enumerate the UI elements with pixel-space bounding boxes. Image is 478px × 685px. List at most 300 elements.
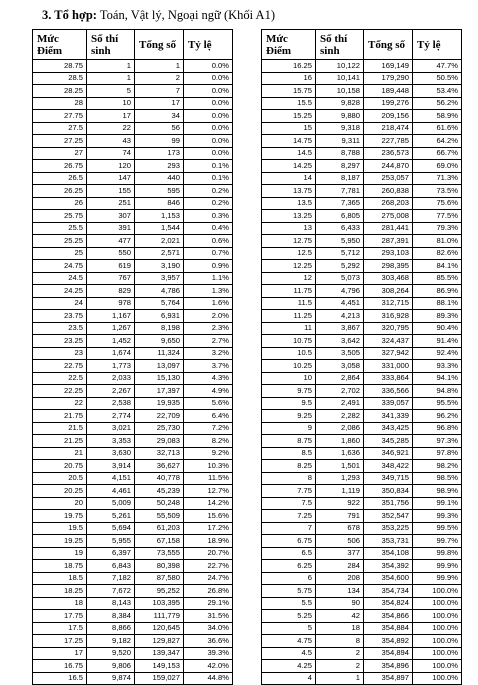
table-row [262, 397, 462, 410]
cell-percentage: 0.0% [184, 110, 233, 123]
cell-cumulative-total: 846 [135, 197, 184, 210]
table-row [33, 422, 233, 435]
table-row [262, 635, 462, 648]
cell-cumulative-total: 1,153 [135, 210, 184, 223]
cell-percentage: 99.9% [413, 572, 462, 585]
cell-percentage: 29.1% [184, 597, 233, 610]
cell-score-level: 4 [262, 672, 316, 685]
section-number: 3. Tổ hợp: [42, 8, 97, 22]
cell-score-level: 22 [33, 397, 87, 410]
cell-candidate-count: 10 [87, 97, 135, 110]
cell-cumulative-total: 173 [135, 147, 184, 160]
table-row [33, 647, 233, 660]
cell-cumulative-total: 354,897 [364, 672, 413, 685]
cell-percentage: 0.0% [184, 135, 233, 148]
table-row [262, 385, 462, 398]
cell-percentage: 0.1% [184, 172, 233, 185]
cell-percentage: 0.4% [184, 222, 233, 235]
table-row [33, 397, 233, 410]
cell-candidate-count: 307 [87, 210, 135, 223]
table-row [33, 385, 233, 398]
cell-candidate-count: 2,538 [87, 397, 135, 410]
cell-score-level: 13.5 [262, 197, 316, 210]
cell-candidate-count: 8,143 [87, 597, 135, 610]
table-row [262, 372, 462, 385]
cell-score-level: 27.25 [33, 135, 87, 148]
cell-score-level: 27.75 [33, 110, 87, 123]
table-row [262, 460, 462, 473]
cell-score-level: 19.25 [33, 535, 87, 548]
cell-candidate-count: 1,674 [87, 347, 135, 360]
cell-cumulative-total: 343,425 [364, 422, 413, 435]
cell-cumulative-total: 2,021 [135, 235, 184, 248]
cell-percentage: 7.2% [184, 422, 233, 435]
cell-candidate-count: 4,151 [87, 472, 135, 485]
cell-score-level: 11 [262, 322, 316, 335]
cell-candidate-count: 391 [87, 222, 135, 235]
cell-percentage: 100.0% [413, 647, 462, 660]
cell-cumulative-total: 350,834 [364, 485, 413, 498]
cell-percentage: 98.5% [413, 472, 462, 485]
cell-score-level: 22.5 [33, 372, 87, 385]
table-row [262, 347, 462, 360]
table-row [262, 335, 462, 348]
cell-percentage: 3.2% [184, 347, 233, 360]
cell-percentage: 73.5% [413, 185, 462, 198]
cell-cumulative-total: 253,057 [364, 172, 413, 185]
cell-cumulative-total: 13,097 [135, 360, 184, 373]
cell-score-level: 28.5 [33, 72, 87, 85]
cell-score-level: 27 [33, 147, 87, 160]
header-cumulative-total: Tổng số [135, 30, 184, 60]
table-row [33, 472, 233, 485]
cell-percentage: 2.3% [184, 322, 233, 335]
cell-score-level: 20.5 [33, 472, 87, 485]
table-row [33, 572, 233, 585]
table-row [33, 447, 233, 460]
cell-percentage: 44.8% [184, 672, 233, 685]
cell-candidate-count: 829 [87, 285, 135, 298]
cell-cumulative-total: 7 [135, 85, 184, 98]
cell-candidate-count: 5,712 [316, 247, 364, 260]
cell-percentage: 0.0% [184, 122, 233, 135]
cell-candidate-count: 791 [316, 510, 364, 523]
cell-score-level: 28 [33, 97, 87, 110]
cell-cumulative-total: 87,580 [135, 572, 184, 585]
cell-percentage: 90.4% [413, 322, 462, 335]
cell-percentage: 100.0% [413, 610, 462, 623]
cell-percentage: 17.2% [184, 522, 233, 535]
cell-percentage: 0.7% [184, 247, 233, 260]
cell-cumulative-total: 354,392 [364, 560, 413, 573]
cell-score-level: 14 [262, 172, 316, 185]
table-row [262, 647, 462, 660]
cell-score-level: 28.25 [33, 85, 87, 98]
cell-percentage: 0.3% [184, 210, 233, 223]
cell-score-level: 21.5 [33, 422, 87, 435]
cell-score-level: 23.75 [33, 310, 87, 323]
table-row [33, 635, 233, 648]
cell-percentage: 96.2% [413, 410, 462, 423]
cell-score-level: 21.75 [33, 410, 87, 423]
cell-cumulative-total: 11,324 [135, 347, 184, 360]
cell-cumulative-total: 8,198 [135, 322, 184, 335]
cell-cumulative-total: 595 [135, 185, 184, 198]
table-row [33, 435, 233, 448]
cell-score-level: 5 [262, 622, 316, 635]
cell-cumulative-total: 346,921 [364, 447, 413, 460]
table-row [33, 147, 233, 160]
cell-candidate-count: 1,860 [316, 435, 364, 448]
table-row [262, 510, 462, 523]
header-candidate-count: Số thí sinh [316, 30, 364, 60]
cell-score-level: 28.75 [33, 60, 87, 73]
cell-candidate-count: 6,805 [316, 210, 364, 223]
cell-candidate-count: 1,119 [316, 485, 364, 498]
table-row [262, 210, 462, 223]
cell-percentage: 47.7% [413, 60, 462, 73]
cell-cumulative-total: 327,942 [364, 347, 413, 360]
cell-score-level: 12.75 [262, 235, 316, 248]
cell-score-level: 11.25 [262, 310, 316, 323]
cell-candidate-count: 22 [87, 122, 135, 135]
table-row [262, 535, 462, 548]
cell-score-level: 7.75 [262, 485, 316, 498]
cell-cumulative-total: 80,398 [135, 560, 184, 573]
cell-score-level: 17.75 [33, 610, 87, 623]
table-row [262, 160, 462, 173]
table-row [33, 360, 233, 373]
cell-score-level: 16.5 [33, 672, 87, 685]
cell-score-level: 19.5 [33, 522, 87, 535]
cell-cumulative-total: 99 [135, 135, 184, 148]
cell-candidate-count: 74 [87, 147, 135, 160]
cell-candidate-count: 4,213 [316, 310, 364, 323]
cell-candidate-count: 3,505 [316, 347, 364, 360]
table-row [33, 460, 233, 473]
cell-candidate-count: 9,311 [316, 135, 364, 148]
cell-candidate-count: 4,461 [87, 485, 135, 498]
cell-score-level: 7.25 [262, 510, 316, 523]
cell-cumulative-total: 348,422 [364, 460, 413, 473]
cell-score-level: 12.5 [262, 247, 316, 260]
table-row [33, 410, 233, 423]
cell-cumulative-total: 268,203 [364, 197, 413, 210]
cell-percentage: 4.9% [184, 385, 233, 398]
cell-percentage: 100.0% [413, 635, 462, 648]
table-row [33, 85, 233, 98]
table-row [33, 310, 233, 323]
cell-percentage: 14.2% [184, 497, 233, 510]
cell-cumulative-total: 95,252 [135, 585, 184, 598]
cell-percentage: 98.2% [413, 460, 462, 473]
cell-cumulative-total: 353,225 [364, 522, 413, 535]
table-row [33, 210, 233, 223]
cell-percentage: 91.4% [413, 335, 462, 348]
cell-candidate-count: 5,009 [87, 497, 135, 510]
table-row [262, 147, 462, 160]
table-row [33, 185, 233, 198]
cell-score-level: 11.75 [262, 285, 316, 298]
cell-candidate-count: 5,950 [316, 235, 364, 248]
table-row [33, 372, 233, 385]
cell-candidate-count: 9,806 [87, 660, 135, 673]
cell-cumulative-total: 103,395 [135, 597, 184, 610]
cell-percentage: 94.8% [413, 385, 462, 398]
table-row [262, 235, 462, 248]
table-row [33, 672, 233, 685]
table-row [33, 297, 233, 310]
cell-candidate-count: 2,774 [87, 410, 135, 423]
cell-cumulative-total: 55,509 [135, 510, 184, 523]
cell-percentage: 0.2% [184, 197, 233, 210]
cell-candidate-count: 619 [87, 260, 135, 273]
cell-percentage: 0.1% [184, 160, 233, 173]
cell-candidate-count: 8,788 [316, 147, 364, 160]
cell-cumulative-total: 316,928 [364, 310, 413, 323]
cell-score-level: 11.5 [262, 297, 316, 310]
cell-cumulative-total: 9,650 [135, 335, 184, 348]
cell-candidate-count: 2 [316, 660, 364, 673]
table-row [262, 622, 462, 635]
cell-score-level: 13.75 [262, 185, 316, 198]
cell-cumulative-total: 189,448 [364, 85, 413, 98]
cell-cumulative-total: 32,713 [135, 447, 184, 460]
cell-candidate-count: 9,318 [316, 122, 364, 135]
cell-candidate-count: 284 [316, 560, 364, 573]
table-row [262, 122, 462, 135]
cell-score-level: 24.25 [33, 285, 87, 298]
cell-cumulative-total: 339,057 [364, 397, 413, 410]
cell-candidate-count: 2 [316, 647, 364, 660]
cell-score-level: 12.25 [262, 260, 316, 273]
cell-score-level: 14.75 [262, 135, 316, 148]
cell-cumulative-total: 67,158 [135, 535, 184, 548]
cell-candidate-count: 8 [316, 635, 364, 648]
cell-score-level: 5.75 [262, 585, 316, 598]
cell-score-level: 10.25 [262, 360, 316, 373]
table-row [262, 435, 462, 448]
cell-score-level: 5.25 [262, 610, 316, 623]
cell-score-level: 25 [33, 247, 87, 260]
cell-candidate-count: 3,642 [316, 335, 364, 348]
cell-candidate-count: 6,433 [316, 222, 364, 235]
cell-cumulative-total: 352,547 [364, 510, 413, 523]
table-row [262, 597, 462, 610]
cell-candidate-count: 1 [87, 72, 135, 85]
table-row [33, 597, 233, 610]
cell-score-level: 9.75 [262, 385, 316, 398]
cell-candidate-count: 1,267 [87, 322, 135, 335]
cell-cumulative-total: 139,347 [135, 647, 184, 660]
cell-candidate-count: 2,491 [316, 397, 364, 410]
cell-candidate-count: 767 [87, 272, 135, 285]
cell-percentage: 100.0% [413, 622, 462, 635]
table-row [262, 572, 462, 585]
cell-score-level: 14.5 [262, 147, 316, 160]
section-title [42, 8, 275, 23]
cell-candidate-count: 5 [87, 85, 135, 98]
cell-cumulative-total: 287,391 [364, 235, 413, 248]
cell-candidate-count: 1,452 [87, 335, 135, 348]
table-row [262, 72, 462, 85]
cell-score-level: 6.75 [262, 535, 316, 548]
cell-percentage: 88.1% [413, 297, 462, 310]
cell-candidate-count: 2,864 [316, 372, 364, 385]
cell-cumulative-total: 1,544 [135, 222, 184, 235]
cell-candidate-count: 147 [87, 172, 135, 185]
cell-percentage: 0.2% [184, 185, 233, 198]
cell-cumulative-total: 275,008 [364, 210, 413, 223]
cell-cumulative-total: 354,892 [364, 635, 413, 648]
cell-cumulative-total: 354,896 [364, 660, 413, 673]
cell-candidate-count: 3,021 [87, 422, 135, 435]
cell-cumulative-total: 227,785 [364, 135, 413, 148]
table-row [33, 72, 233, 85]
cell-cumulative-total: 6,931 [135, 310, 184, 323]
cell-percentage: 1.1% [184, 272, 233, 285]
cell-candidate-count: 10,122 [316, 60, 364, 73]
cell-candidate-count: 3,353 [87, 435, 135, 448]
cell-score-level: 22.25 [33, 385, 87, 398]
cell-cumulative-total: 308,264 [364, 285, 413, 298]
table-row [33, 172, 233, 185]
table-row [262, 447, 462, 460]
cell-cumulative-total: 19,935 [135, 397, 184, 410]
cell-cumulative-total: 244,870 [364, 160, 413, 173]
cell-score-level: 6 [262, 572, 316, 585]
cell-cumulative-total: 149,153 [135, 660, 184, 673]
cell-percentage: 0.6% [184, 235, 233, 248]
table-row [262, 547, 462, 560]
cell-score-level: 12 [262, 272, 316, 285]
table-row [262, 172, 462, 185]
cell-percentage: 31.5% [184, 610, 233, 623]
cell-percentage: 4.3% [184, 372, 233, 385]
cell-percentage: 9.2% [184, 447, 233, 460]
cell-candidate-count: 978 [87, 297, 135, 310]
cell-candidate-count: 8,866 [87, 622, 135, 635]
cell-candidate-count: 9,880 [316, 110, 364, 123]
cell-cumulative-total: 293 [135, 160, 184, 173]
cell-percentage: 12.7% [184, 485, 233, 498]
cell-percentage: 79.3% [413, 222, 462, 235]
cell-percentage: 8.2% [184, 435, 233, 448]
table-row [33, 660, 233, 673]
table-row [262, 60, 462, 73]
cell-cumulative-total: 281,441 [364, 222, 413, 235]
cell-score-level: 25.5 [33, 222, 87, 235]
cell-candidate-count: 550 [87, 247, 135, 260]
cell-candidate-count: 1,501 [316, 460, 364, 473]
table-row [262, 85, 462, 98]
table-row [262, 272, 462, 285]
cell-cumulative-total: 354,884 [364, 622, 413, 635]
table-row [262, 310, 462, 323]
table-row [262, 360, 462, 373]
cell-score-level: 26.25 [33, 185, 87, 198]
cell-score-level: 7.5 [262, 497, 316, 510]
table-row [33, 610, 233, 623]
table-row [33, 272, 233, 285]
cell-score-level: 23.5 [33, 322, 87, 335]
cell-cumulative-total: 218,474 [364, 122, 413, 135]
cell-cumulative-total: 2 [135, 72, 184, 85]
cell-percentage: 93.3% [413, 360, 462, 373]
table-row [262, 660, 462, 673]
table-row [33, 285, 233, 298]
cell-candidate-count: 8,297 [316, 160, 364, 173]
cell-percentage: 100.0% [413, 585, 462, 598]
cell-score-level: 10 [262, 372, 316, 385]
cell-percentage: 2.7% [184, 335, 233, 348]
cell-cumulative-total: 61,203 [135, 522, 184, 535]
score-table-left [32, 29, 233, 685]
cell-candidate-count: 922 [316, 497, 364, 510]
cell-score-level: 16.75 [33, 660, 87, 673]
cell-candidate-count: 4,796 [316, 285, 364, 298]
cell-percentage: 96.8% [413, 422, 462, 435]
cell-cumulative-total: 345,285 [364, 435, 413, 448]
table-row [262, 185, 462, 198]
cell-percentage: 0.0% [184, 60, 233, 73]
cell-percentage: 0.9% [184, 260, 233, 273]
cell-score-level: 19.75 [33, 510, 87, 523]
table-row [33, 510, 233, 523]
cell-cumulative-total: 354,600 [364, 572, 413, 585]
cell-percentage: 39.3% [184, 647, 233, 660]
cell-score-level: 6.5 [262, 547, 316, 560]
table-row [262, 285, 462, 298]
cell-cumulative-total: 236,573 [364, 147, 413, 160]
cell-candidate-count: 42 [316, 610, 364, 623]
cell-cumulative-total: 349,715 [364, 472, 413, 485]
cell-cumulative-total: 4,786 [135, 285, 184, 298]
cell-cumulative-total: 34 [135, 110, 184, 123]
table-row [33, 60, 233, 73]
table-row [262, 322, 462, 335]
cell-cumulative-total: 354,894 [364, 647, 413, 660]
cell-candidate-count: 10,141 [316, 72, 364, 85]
cell-score-level: 16.25 [262, 60, 316, 73]
cell-percentage: 0.0% [184, 85, 233, 98]
cell-cumulative-total: 331,000 [364, 360, 413, 373]
cell-cumulative-total: 15,130 [135, 372, 184, 385]
cell-cumulative-total: 25,730 [135, 422, 184, 435]
cell-cumulative-total: 199,276 [364, 97, 413, 110]
cell-percentage: 6.4% [184, 410, 233, 423]
table-row [33, 222, 233, 235]
table-row [262, 260, 462, 273]
cell-candidate-count: 5,261 [87, 510, 135, 523]
cell-score-level: 8.25 [262, 460, 316, 473]
cell-candidate-count: 18 [316, 622, 364, 635]
cell-score-level: 19 [33, 547, 87, 560]
cell-percentage: 99.3% [413, 510, 462, 523]
cell-candidate-count: 5,292 [316, 260, 364, 273]
cell-candidate-count: 7,672 [87, 585, 135, 598]
cell-candidate-count: 5,955 [87, 535, 135, 548]
cell-score-level: 20.25 [33, 485, 87, 498]
cell-cumulative-total: 303,468 [364, 272, 413, 285]
cell-candidate-count: 1,636 [316, 447, 364, 460]
table-row [262, 97, 462, 110]
cell-score-level: 26 [33, 197, 87, 210]
cell-candidate-count: 208 [316, 572, 364, 585]
cell-candidate-count: 9,182 [87, 635, 135, 648]
cell-candidate-count: 9,520 [87, 647, 135, 660]
cell-candidate-count: 6,397 [87, 547, 135, 560]
